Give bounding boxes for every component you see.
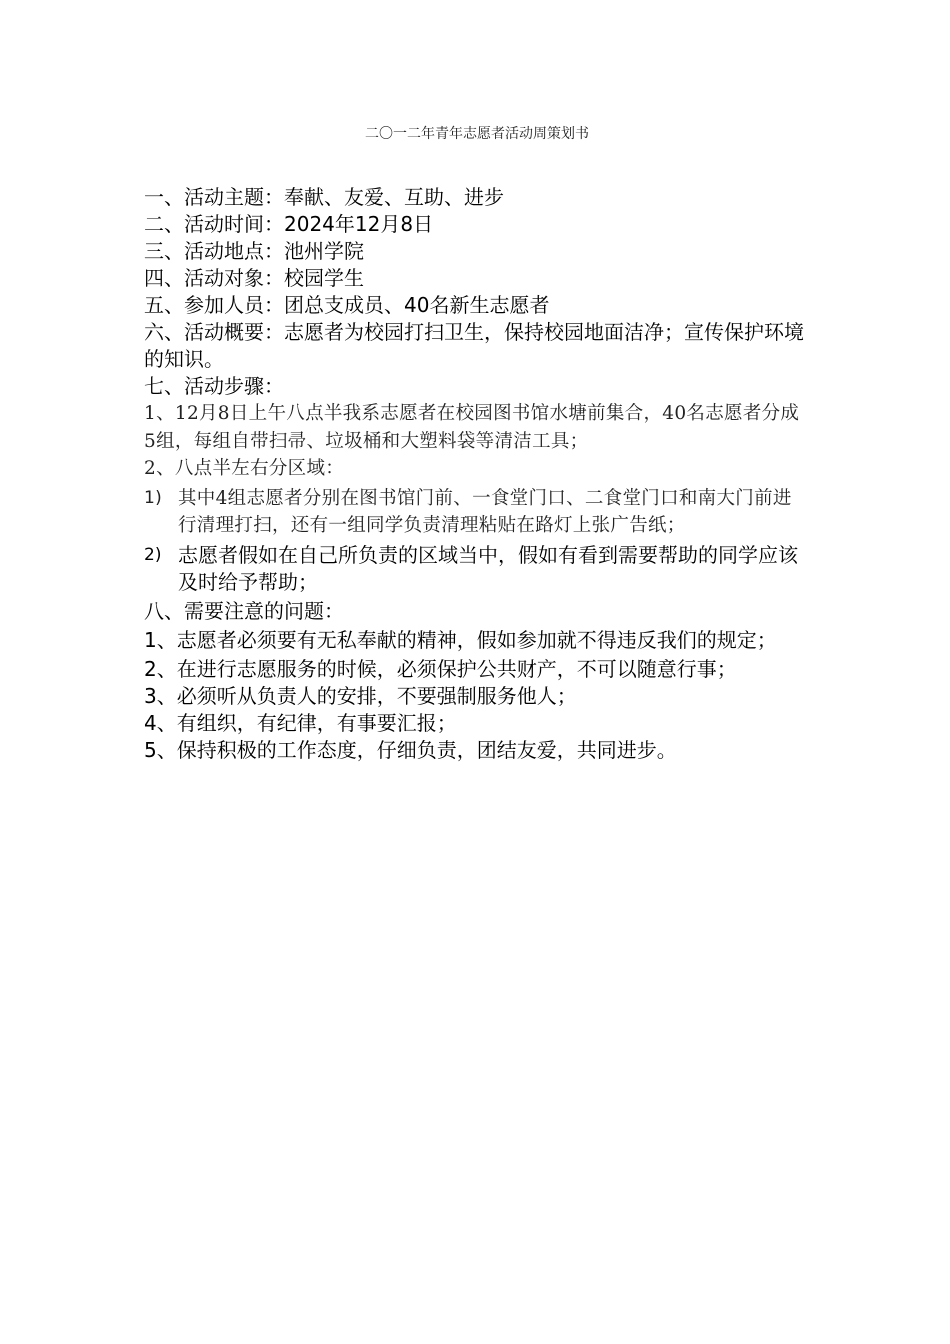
sub-step-2 (144, 542, 810, 596)
note-2: 2、在进行志愿服务的时候，必须保护公共财产，不可以随意行事； (144, 656, 737, 681)
sub-step-2-number: 2) (144, 544, 162, 565)
section-target: 四、活动对象：校园学生 (144, 266, 364, 290)
sub-step-1-number: 1) (144, 487, 163, 508)
document-body (144, 184, 810, 764)
sub-step-1-text: 其中4组志愿者分别在图书馆门前、一食堂门口、二食堂门口和南大门前进行清理打扫，还有一组同学负责清理粘贴在路灯上张广告纸； (178, 487, 792, 536)
note-3: 3、必须听从负责人的安排，不要强制服务他人； (144, 683, 577, 708)
note-5: 5、保持积极的工作态度，仔细负责，团结友爱，共同进步。 (144, 737, 677, 762)
section-notes-heading: 八、需要注意的问题： (144, 598, 344, 623)
section-theme: 一、活动主题：奉献、友爱、互助、进步 (144, 185, 504, 209)
section-time: 二、活动时间：2024年12月8日 (144, 212, 434, 236)
section-participants: 五、参加人员：团总支成员、40名新生志愿者 (144, 293, 550, 317)
section-place: 三、活动地点：池州学院 (144, 239, 364, 263)
sub-step-2-text: 志愿者假如在自己所负责的区域当中，假如有看到需要帮助的同学应该及时给予帮助； (178, 542, 798, 594)
note-4: 4、有组织，有纪律，有事要汇报； (144, 710, 457, 735)
section-overview: 六、活动概要：志愿者为校园打扫卫生，保持校园地面洁净；宣传保护环境的知识。 (144, 320, 804, 371)
note-1: 1、志愿者必须要有无私奉献的精神，假如参加就不得违反我们的规定； (144, 627, 777, 652)
step-1: 1、12月8日上午八点半我系志愿者在校园图书馆水塘前集合，40名志愿者分成5组，每组自带扫帚、垃圾桶和大塑料袋等清洁工具； (144, 403, 800, 452)
step-2: 2、八点半左右分区域： (144, 458, 345, 479)
document-title: 二〇一二年青年志愿者活动周策划书 (365, 126, 589, 142)
section-steps-heading: 七、活动步骤： (144, 374, 284, 398)
sub-step-1 (144, 485, 810, 540)
